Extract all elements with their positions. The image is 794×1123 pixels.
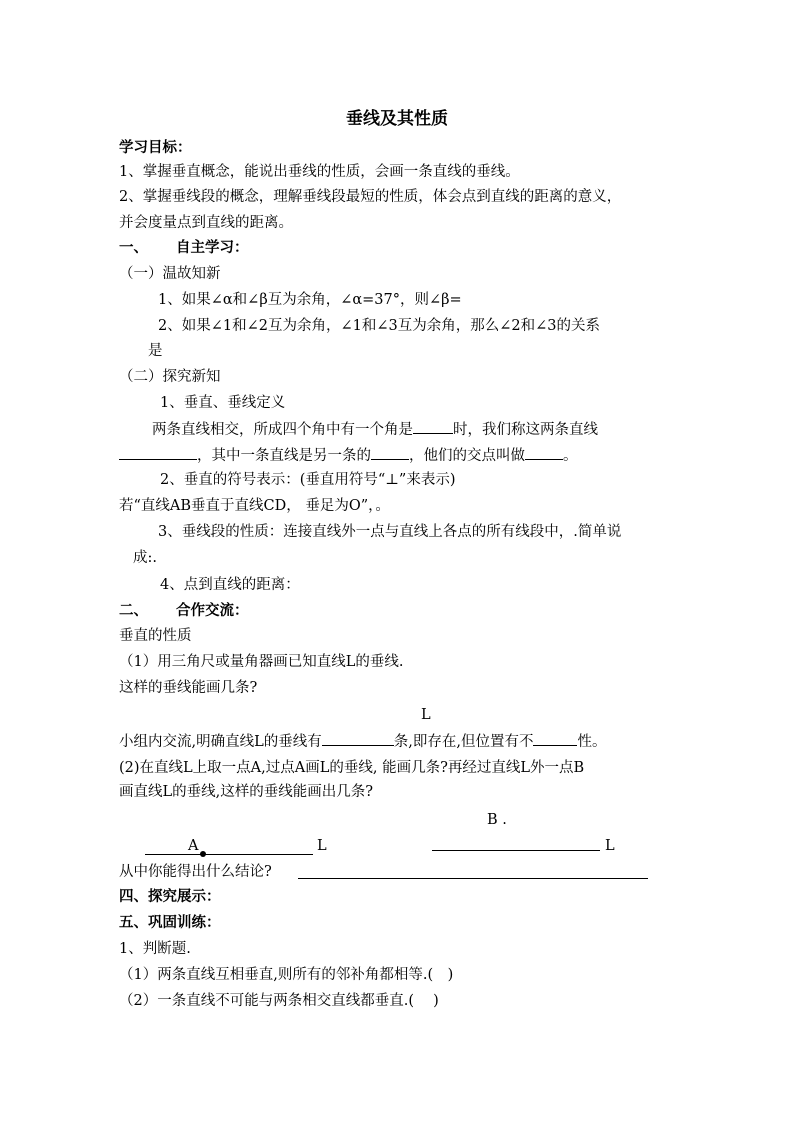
blank-perpendicular[interactable] xyxy=(119,445,197,460)
explore-point-3-line-1: 3、垂线段的性质：连接直线外一点与直线上各点的所有线段中，.简单说 xyxy=(158,524,622,540)
explore-heading: （二）探究新知 xyxy=(119,369,221,385)
objectives-heading: 学习目标： xyxy=(119,139,192,156)
blank-property[interactable] xyxy=(533,731,577,746)
blank-perpendicular-line[interactable] xyxy=(371,445,409,460)
section-2-sub: 垂直的性质 xyxy=(119,628,192,644)
blank-foot[interactable] xyxy=(525,445,563,460)
page-title: 垂线及其性质 xyxy=(346,109,448,129)
judgement-heading: 1、判断题. xyxy=(119,941,191,957)
definition-text-a2: 时，我们称这两条直线 xyxy=(453,422,598,438)
section-2-question-2-line-2: 画直线L的垂线,这样的垂线能画出几条? xyxy=(119,784,374,800)
review-question-2-line-1: 2、如果∠1和∠2互为余角，∠1和∠3互为余角，那么∠2和∠3的关系 xyxy=(158,318,600,334)
definition-text-b3: 。 xyxy=(563,448,578,464)
section-2-question-1: （1）用三角尺或量角器画已知直线L的垂线. xyxy=(119,654,404,670)
discussion-text-1: 小组内交流,明确直线L的垂线有 xyxy=(119,734,322,750)
discussion-line xyxy=(119,731,606,752)
conclusion-answer-line[interactable] xyxy=(298,878,648,879)
line-L-left xyxy=(145,854,313,855)
point-B-label: B . xyxy=(487,812,507,828)
definition-text-b2: ，他们的交点叫做 xyxy=(409,448,525,464)
blank-count[interactable] xyxy=(322,731,394,746)
definition-line-1 xyxy=(152,419,598,440)
section-2-number: 二、 xyxy=(119,602,148,619)
explore-point-3-line-2: 成:. xyxy=(133,550,157,566)
section-2-heading: 合作交流： xyxy=(176,602,249,619)
line-L-right xyxy=(432,850,600,851)
explore-point-4: 4、点到直线的距离： xyxy=(160,577,300,593)
objective-2-line-1: 2、掌握垂线段的概念，理解垂线段最短的性质，体会点到直线的距离的意义， xyxy=(119,189,622,205)
line-label-L: L xyxy=(421,707,431,723)
section-4-heading: 四、探究展示： xyxy=(119,888,221,905)
definition-text-b1: ，其中一条直线是另一条的 xyxy=(197,448,371,464)
conclusion-prompt: 从中你能得出什么结论? xyxy=(119,864,272,880)
definition-text-a1: 两条直线相交，所成四个角中有一个角是 xyxy=(152,422,413,438)
discussion-text-2: 条,即存在,但位置有不 xyxy=(393,734,534,750)
point-A-dot xyxy=(200,851,206,857)
section-2-question-2-line-1: (2)在直线L上取一点A,过点A画L的垂线, 能画几条?再经过直线L外一点B xyxy=(119,760,585,776)
objective-2-line-2: 并会度量点到直线的距离。 xyxy=(119,215,293,231)
review-heading: （一）温故知新 xyxy=(119,266,221,282)
explore-point-2: 2、垂直的符号表示：(垂直用符号“⊥”来表示) xyxy=(160,472,456,488)
judgement-2: （2）一条直线不可能与两条相交直线都垂直.( ) xyxy=(119,993,439,1009)
judgement-1: （1）两条直线互相垂直,则所有的邻补角都相等.( ) xyxy=(119,967,454,983)
objective-1: 1、掌握垂直概念，能说出垂线的性质，会画一条直线的垂线。 xyxy=(119,164,520,180)
section-1-heading: 自主学习： xyxy=(176,239,249,256)
discussion-text-3: 性。 xyxy=(577,734,607,750)
line-L-right-label: L xyxy=(605,838,615,854)
blank-right-angle[interactable] xyxy=(413,419,453,434)
review-question-1: 1、如果∠α和∠β互为余角，∠α=37°，则∠β= xyxy=(158,292,462,308)
explore-point-2b: 若“直线AB垂直于直线CD， 垂足为O”，。 xyxy=(119,498,390,514)
explore-point-1: 1、垂直、垂线定义 xyxy=(160,395,286,411)
section-1-number: 一、 xyxy=(119,239,148,256)
section-2-question-1b: 这样的垂线能画几条? xyxy=(119,680,258,696)
review-question-2-line-2: 是 xyxy=(148,343,163,359)
section-5-heading: 五、巩固训练： xyxy=(119,914,221,931)
point-A-label: A xyxy=(188,838,199,854)
line-L-left-label: L xyxy=(317,838,327,854)
definition-line-2 xyxy=(119,445,578,466)
